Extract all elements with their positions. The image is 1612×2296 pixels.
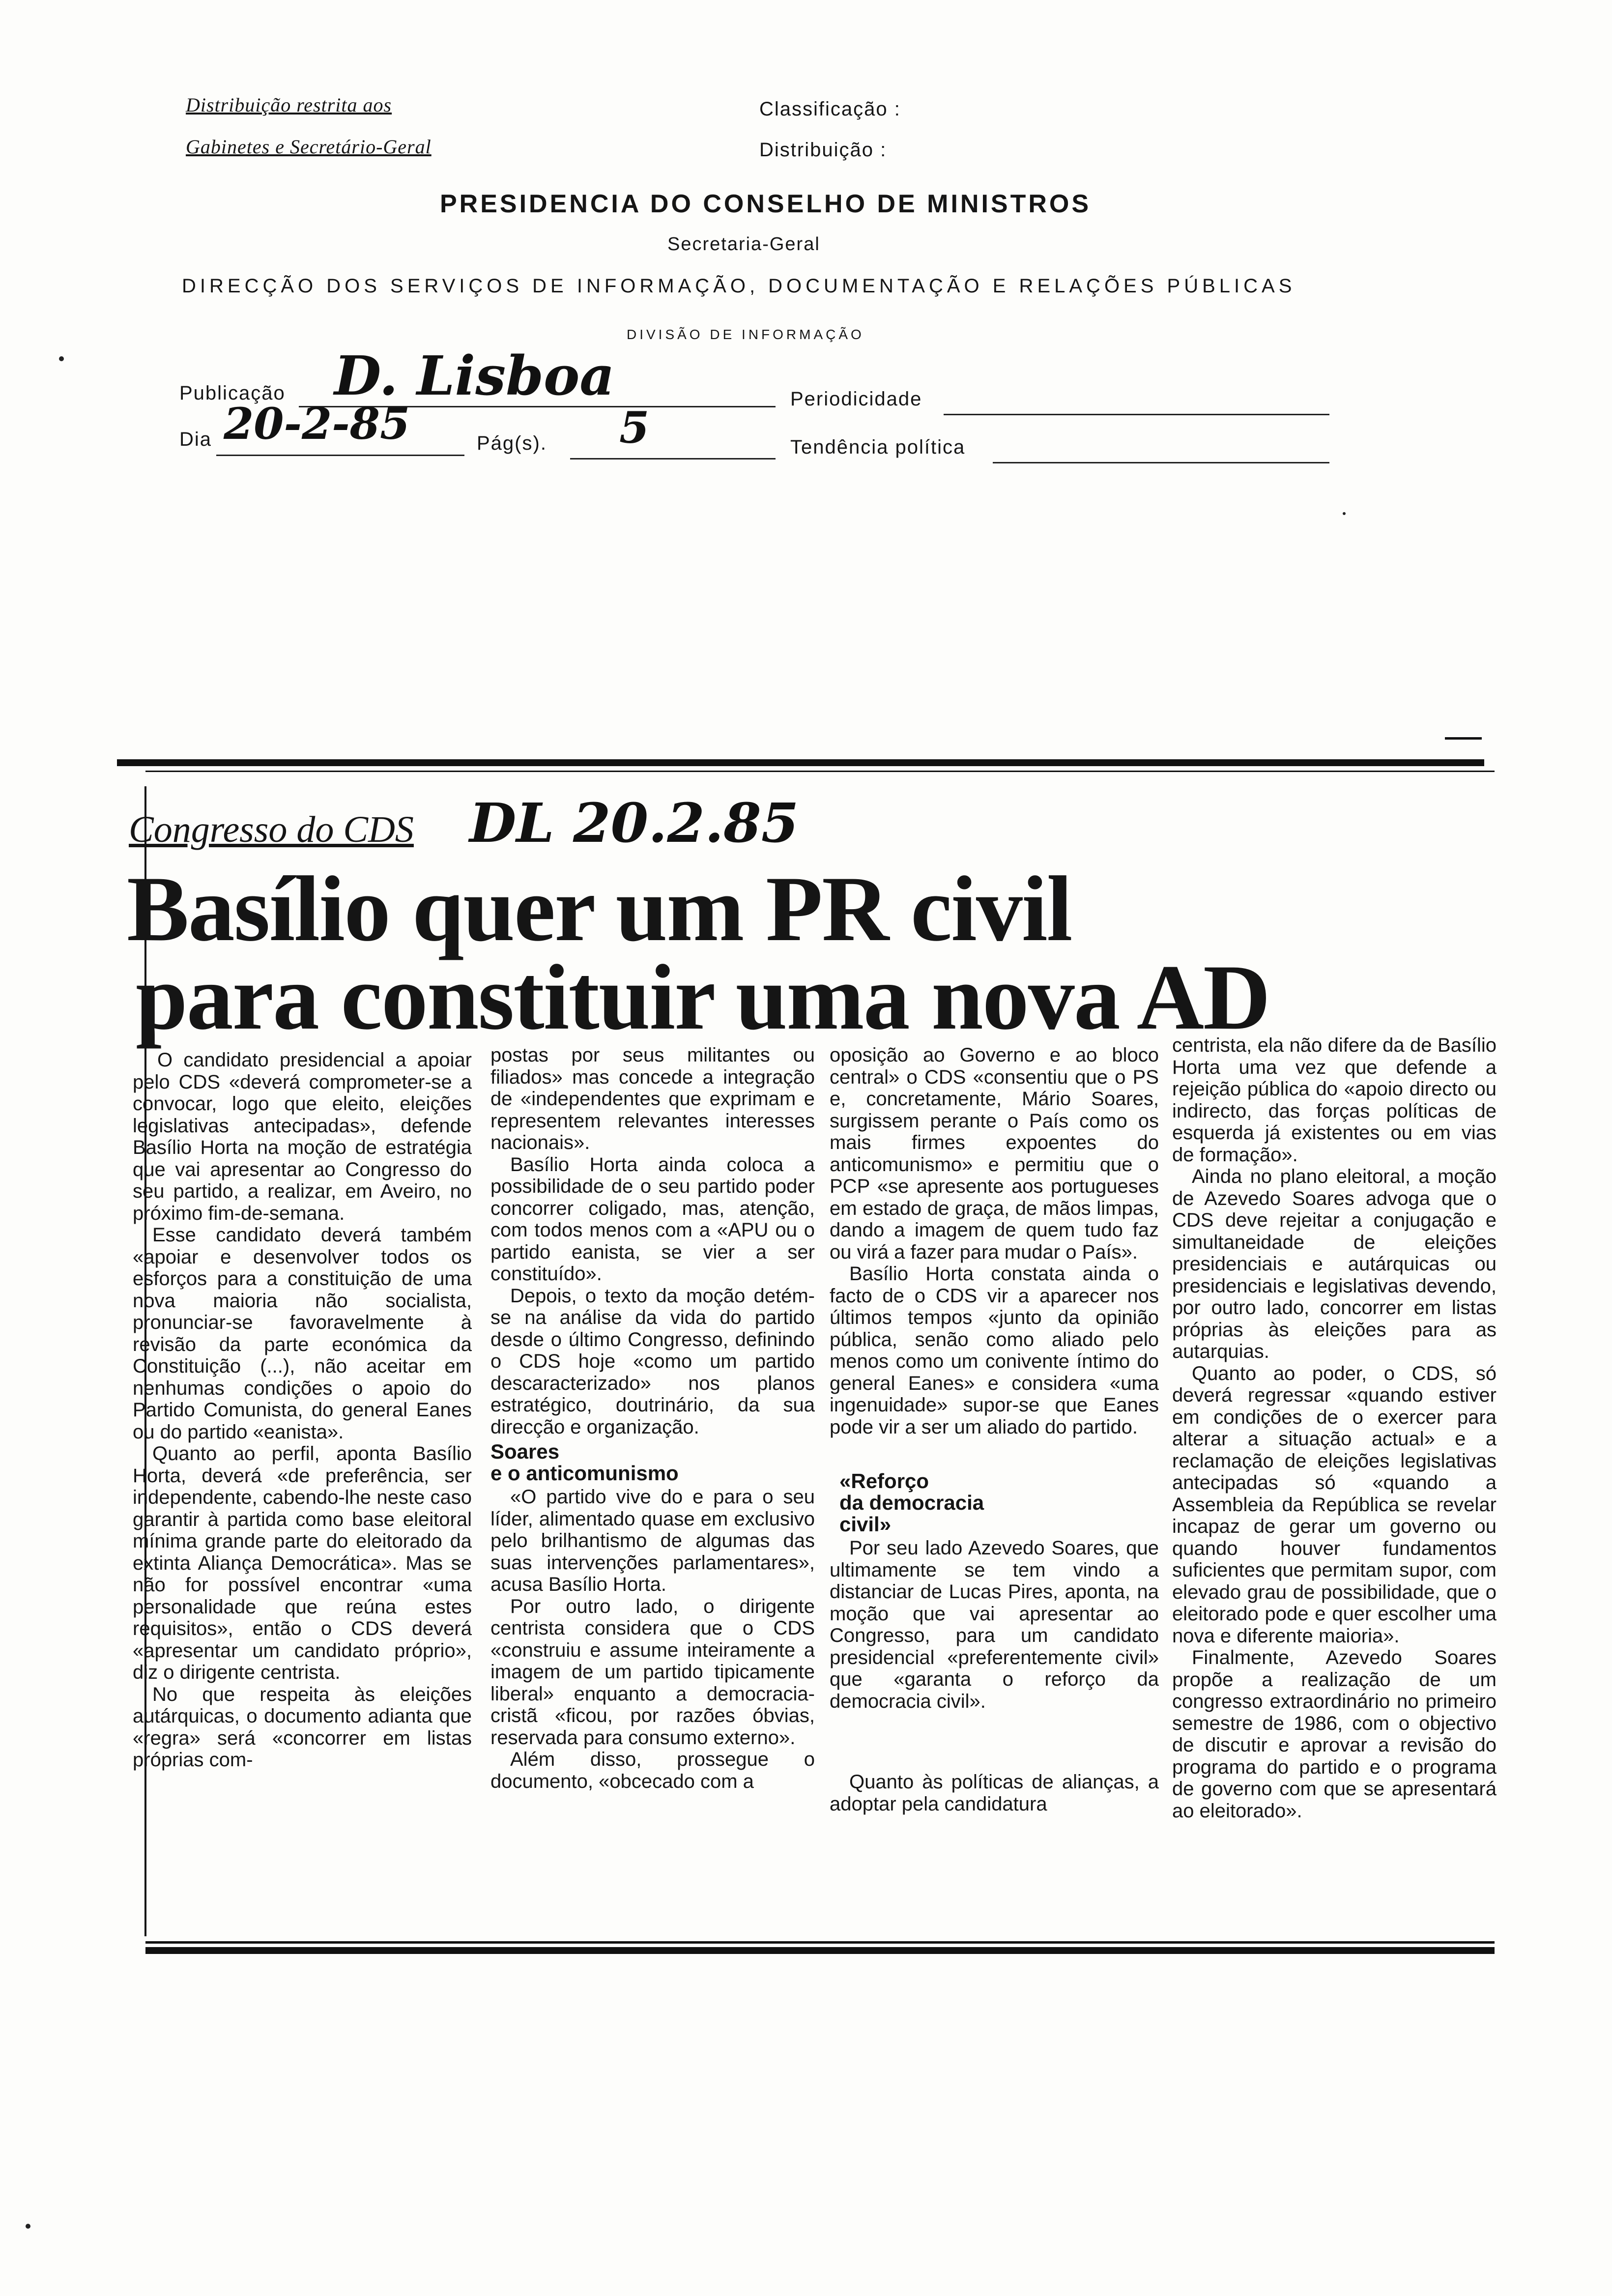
paragraph: No que respeita às eleições autárquicas, o documento adianta que «regra» será «concorrer em listas próprias com- (133, 1683, 472, 1771)
paragraph: Por outro lado, o dirigente centrista considera que o CDS «construiu e assume inteiramente a imagem de um partido tipicamente liberal» enquanto a democracia-cristã «ficou, por razões óbvias, reservada para consumo externo». (490, 1595, 815, 1749)
clipping-top-rule (117, 759, 1484, 766)
article-column-1 (133, 1049, 472, 1939)
paragraph: Quanto às políticas de alianças, a adoptar pela candidatura (830, 1771, 1159, 1815)
scan-speck (26, 2224, 30, 2229)
paragraph: Além disso, prossegue o documento, «obcecado com a (490, 1749, 815, 1792)
publication-handwritten-value: D. Lisboa (334, 344, 615, 407)
clipping-bottom-rule (145, 1947, 1495, 1954)
handwritten-clipping-date: DL 20.2.85 (469, 791, 799, 855)
subheading-line: Soares (490, 1440, 560, 1463)
periodicity-label: Periodicidade (790, 388, 922, 410)
paragraph: Por seu lado Azevedo Soares, que ultimamente se tem vindo a distanciar de Lucas Pires, aponta, na moção que vai apresentar ao Congresso, para um candidato presidencial «preferentemente civil» que «garanta o reforço da democracia civil». (830, 1537, 1159, 1712)
subheading-line: «Reforço (839, 1469, 929, 1492)
paragraph: Quanto ao perfil, aponta Basílio Horta, deverá «de preferência, ser independente, cabendo-lhe neste caso garantir à partida como base eleitoral mínima grande parte do eleitorado da extinta Aliança Democrática». Mas se não for possível encontrar «uma personalidade que reúna estes requisitos», então o CDS deverá «apresentar um candidato próprio», diz o dirigente centrista. (133, 1443, 472, 1683)
scan-speck (1343, 512, 1346, 515)
subheading-line: e o anticomunismo (490, 1462, 679, 1485)
day-label: Dia (179, 429, 212, 450)
paragraph: Basílio Horta ainda coloca a possibilidade de o seu partido poder concorrer coligado, mas, atenção, com todos menos com a «APU ou o partido eanista, se vier a ser constituído». (490, 1153, 815, 1285)
political-tendency-label: Tendência política (790, 436, 966, 458)
paragraph: Finalmente, Azevedo Soares propõe a realização de um congresso extraordinário no primeiro semestre de 1986, com o objectivo de discutir e aprovar a revisão do programa do partido e o programa de governo com que se apresentará ao eleitorado». (1172, 1647, 1497, 1822)
scan-speck (59, 356, 64, 361)
department-name: DIRECÇÃO DOS SERVIÇOS DE INFORMAÇÃO, DOCUMENTAÇÃO E RELAÇÕES PÚBLICAS (182, 275, 1296, 297)
paragraph: centrista, ela não difere da de Basílio Horta uma vez que defende a rejeição pública do «apoio directo ou indirecto, das forças políticas de esquerda já existentes ou em vias de formação». (1172, 1034, 1497, 1166)
page-title: PRESIDENCIA DO CONSELHO DE MINISTROS (440, 190, 1092, 218)
periodicity-field-line (944, 414, 1329, 415)
day-field-line (216, 455, 464, 456)
paragraph: Depois, o texto da moção detém-se na análise da vida do partido desde o último Congresso, definindo o CDS hoje «como um partido descaracterizado» nos planos estratégico, doutrinário, da sua direcção e organização. (490, 1285, 815, 1438)
article-column-4 (1172, 1034, 1497, 1924)
pages-label: Pág(s). (477, 432, 547, 454)
subheading-line: civil» (839, 1513, 892, 1536)
division-name: DIVISÃO DE INFORMAÇÃO (627, 327, 864, 342)
clipping-rule-tick (1445, 737, 1482, 740)
paragraph: Quanto ao poder, o CDS, só deverá regressar «quando estiver em condições de o exercer para alterar a situação actual» e a reclamação de eleições legislativas antecipadas só «quando a Assembleia da República se revelar incapaz de gerar um governo ou quando houver fundamentos suficientes que permitam supor, com elevado grau de possibilidade, que o eleitorado pode e quer escolher uma nova e diferente maioria». (1172, 1362, 1497, 1647)
clipping-bottom-rule-thin (145, 1941, 1495, 1944)
subheading (490, 1441, 815, 1484)
paragraph: O candidato presidencial a apoiar pelo CDS «deverá comprometer-se a convocar, logo que eleito, eleições legislativas antecipadas», defende Basílio Horta na moção de estratégia que vai apresentar ao Congresso do seu partido, a realizar, em Aveiro, no próximo fim-de-semana. (133, 1049, 472, 1224)
paragraph: oposição ao Governo e ao bloco central» o CDS «consentiu que o PS e, concretamente, Mário Soares, surgissem perante o País como os mais firmes expoentes do anticomunismo» e permitiu que o PCP «se apresente aos portugueses em estado de graça, de mãos limpas, dando a imagem de quem tudo faz ou virá a fazer para mudar o País». (830, 1044, 1159, 1263)
subheading-line: da democracia (839, 1491, 984, 1514)
pages-field-line (570, 458, 776, 459)
clipping-top-rule-thin (145, 771, 1495, 772)
subheading (839, 1470, 1159, 1535)
pages-handwritten-value: 5 (619, 402, 650, 453)
paragraph: «O partido vive do e para o seu líder, alimentado quase em exclusivo pelo brilhantismo de algumas das suas intervenções parlamentares», acusa Basílio Horta. (490, 1486, 815, 1595)
article-column-2 (490, 1044, 815, 1934)
classification-label: Classificação : (759, 98, 901, 120)
publication-label: Publicação (179, 382, 286, 404)
paragraph: Basílio Horta constata ainda o facto de o CDS vir a aparecer nos últimos tempos «junto da opinião pública, senão como aliado pelo menos como um conivente íntimo do general Eanes» e considera «uma ingenuidade» supor-se que Eanes pode vir a ser um aliado do partido. (830, 1263, 1159, 1438)
page-subtitle: Secretaria-Geral (667, 234, 820, 255)
paragraph: postas por seus militantes ou filiados» mas concede a integração de «independentes que exprimam e representem relevantes interesses nacionais». (490, 1044, 815, 1153)
restricted-distribution-line2: Gabinetes e Secretário-Geral (186, 136, 432, 158)
article-kicker: Congresso do CDS (129, 809, 414, 850)
paragraph: Ainda no plano eleitoral, a moção de Azevedo Soares advoga que o CDS deve rejeitar a conjugação e simultaneidade de eleições presidenciais e autárquicas ou presidenciais e legislativas devendo, por outro lado, concorrer em listas próprias às eleições para as autarquias. (1172, 1166, 1497, 1362)
distribution-label: Distribuição : (759, 139, 887, 161)
article-column-3 (830, 1044, 1159, 1934)
headline-line1: Basílio quer um PR civil (127, 858, 1072, 961)
day-handwritten-value: 20-2-85 (224, 398, 410, 449)
political-tendency-field-line (993, 462, 1329, 463)
restricted-distribution-line1: Distribuição restrita aos (186, 94, 392, 116)
paragraph: Esse candidato deverá também «apoiar e desenvolver todos os esforços para a constituição de uma nova maioria não socialista, pronunciar-se favoravelmente à revisão da parte económica da Constituição (...), não aceitar em nenhumas condições o apoio do Partido Comunista, do general Eanes ou do partido «eanista». (133, 1224, 472, 1443)
headline-line2: para constituir uma nova AD (136, 946, 1270, 1049)
